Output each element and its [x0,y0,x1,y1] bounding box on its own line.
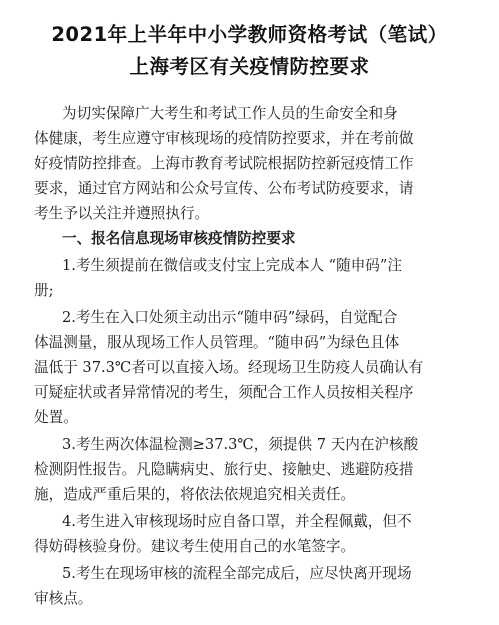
item-5-line: 审核点。 [34,590,93,607]
item-1-line: 1.考生须提前在微信或支付宝上完成本人 “随申码”注 [62,257,402,274]
item-1-line: 册; [34,282,54,299]
intro-line: 为切实保障广大考生和考试工作人员的生命安全和身 [62,105,398,122]
document-title-line-2: 上海考区有关疫情防控要求 [129,55,370,78]
item-2-line: 可疑症状或者异常情况的考生，须配合工作人员按相关程序 [34,384,414,401]
intro-line: 好疫情防控排查。上海市教育考试院根据防控新冠疫情工作 [34,155,414,172]
section-heading: 一、报名信息现场审核疫情防控要求 [62,230,296,247]
item-2-line: 2.考生在入口处须主动出示“随申码”绿码，自觉配合 [62,309,398,326]
item-2-line: 处置。 [34,409,78,426]
intro-line: 体健康，考生应遵守审核现场的疫情防控要求，并在考前做 [34,130,414,147]
item-3-line: 检测阴性报告。凡隐瞒病史、旅行史、接触史、逃避防疫措 [34,461,414,478]
item-4-line: 4.考生进入审核现场时应自备口罩，并全程佩戴，但不 [62,513,412,530]
item-2-line: 体温测量，服从现场工作人员管理。“随申码”为绿色且体 [34,334,400,351]
item-4-line: 得妨碍核验身份。建议考生使用自己的水笔签字。 [34,538,356,555]
item-5-line: 5.考生在现场审核的流程全部完成后，应尽快离开现场 [62,565,412,582]
intro-line: 要求，通过官方网站和公众号宣传、公布考试防疫要求，请 [34,180,414,197]
document-title-line-1: 2021年上半年中小学教师资格考试（笔试） [51,23,448,46]
item-3-line: 施，造成严重后果的，将依法依规追究相关责任。 [34,486,356,503]
item-3-line: 3.考生两次体温检测≥37.3℃，须提供 7 天内在沪核酸 [62,436,419,453]
item-2-line: 温低于 37.3℃者可以直接入场。经现场卫生防疫人员确认有 [34,359,424,376]
intro-line: 考生予以关注并遵照执行。 [34,205,210,222]
